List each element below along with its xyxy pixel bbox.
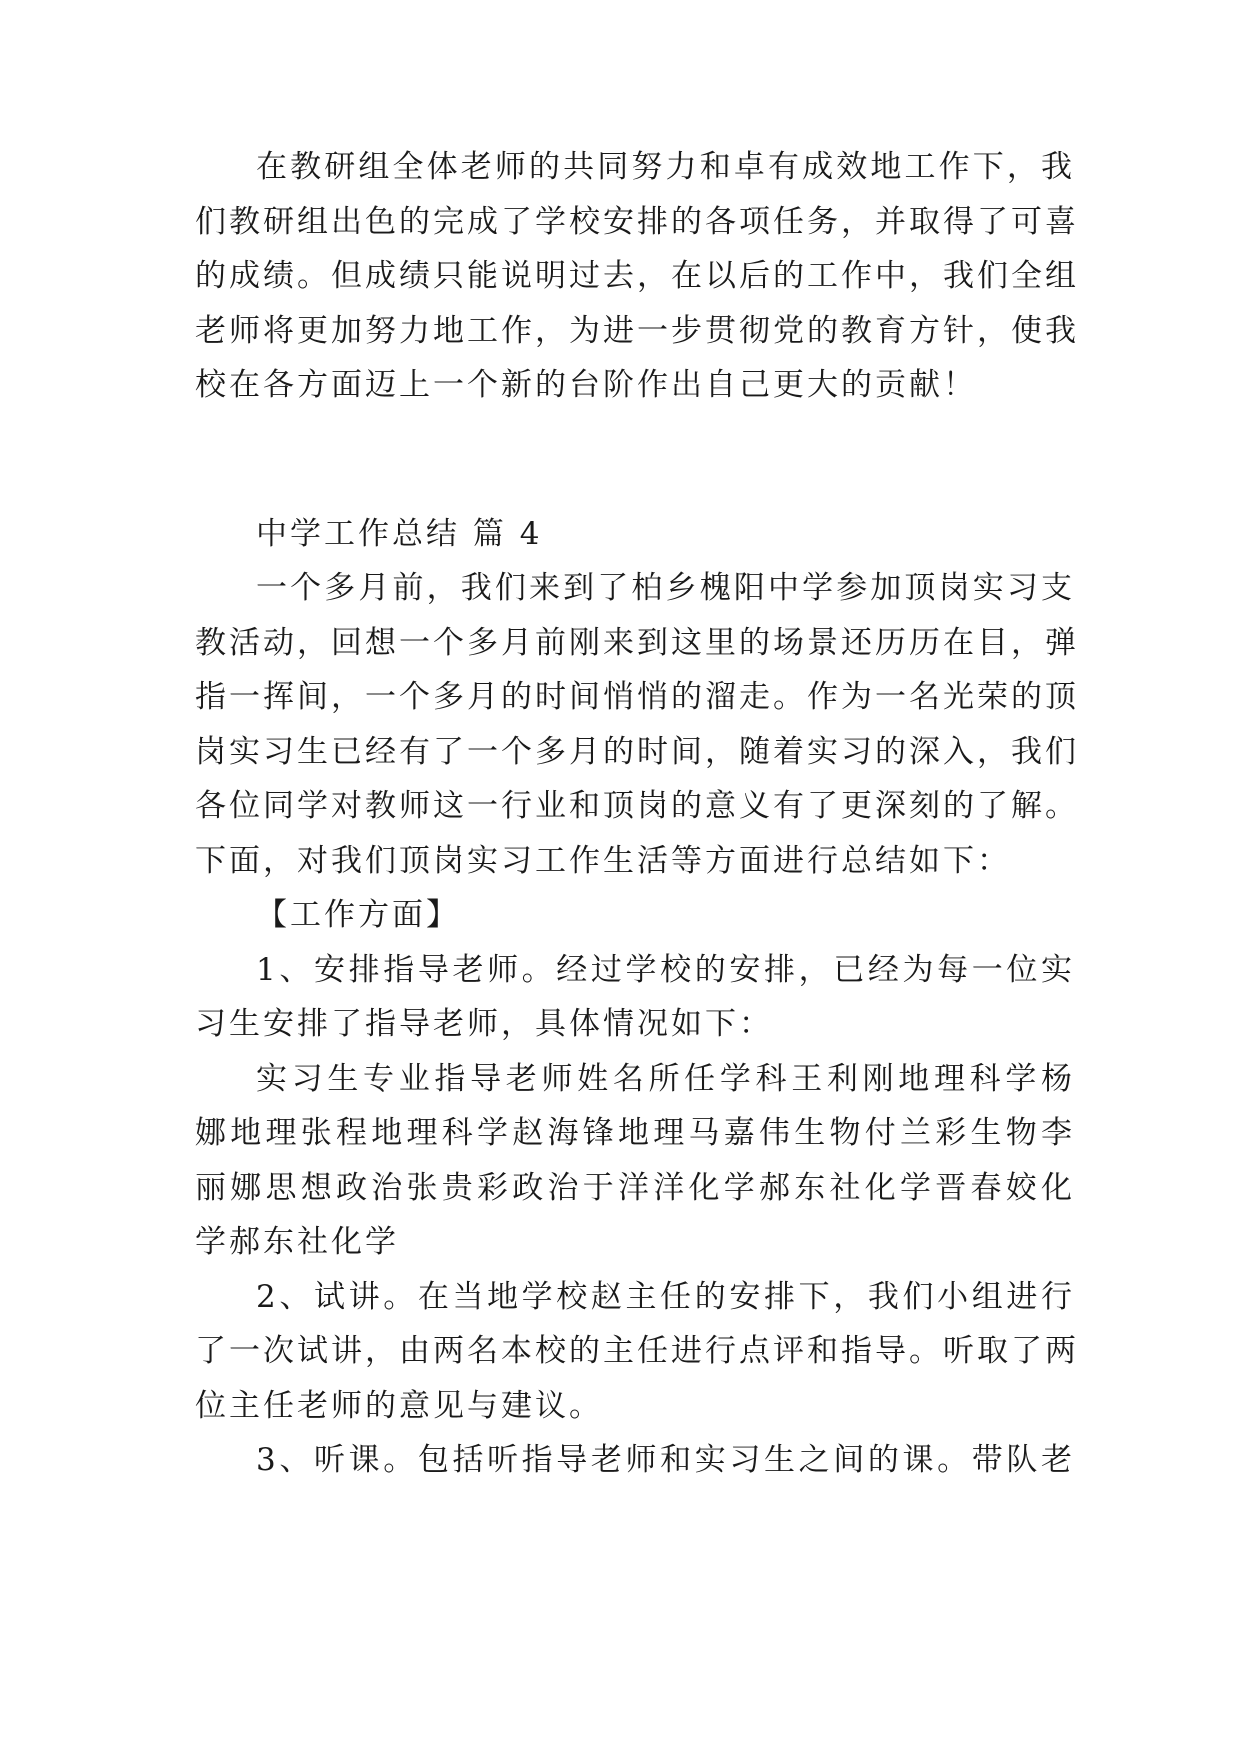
paragraph-line: 校在各方面迈上一个新的台阶作出自己更大的贡献！ [195,367,977,403]
subheading: 【工作方面】 [256,897,460,933]
paragraph-line: 指一挥间，一个多月的时间悄悄的溜走。作为一名光荣的顶 [195,679,1079,715]
paragraph-line: 岗实习生已经有了一个多月的时间，随着实习的深入，我们 [195,734,1079,770]
assignment-line: 娜地理张程地理科学赵海锋地理马嘉伟生物付兰彩生物李 [195,1115,1075,1151]
paragraph-line: 老师将更加努力地工作，为进一步贯彻党的教育方针，使我 [195,313,1079,349]
list-item-line: 习生安排了指导老师，具体情况如下： [195,1006,773,1042]
list-item-line: 3、听课。包括听指导老师和实习生之间的课。带队老 [256,1442,1075,1478]
paragraph-line: 教活动，回想一个多月前刚来到这里的场景还历历在目，弹 [195,625,1079,661]
paragraph-line: 们教研组出色的完成了学校安排的各项任务，并取得了可喜 [195,204,1079,240]
paragraph-line: 下面，对我们顶岗实习工作生活等方面进行总结如下： [195,843,1011,879]
section-title: 中学工作总结 篇 4 [256,516,543,552]
paragraph-line: 一个多月前，我们来到了柏乡槐阳中学参加顶岗实习支 [256,570,1075,606]
paragraph-line: 的成绩。但成绩只能说明过去，在以后的工作中，我们全组 [195,258,1079,294]
list-item-line: 1、安排指导老师。经过学校的安排，已经为每一位实 [256,952,1075,988]
paragraph-line: 各位同学对教师这一行业和顶岗的意义有了更深刻的了解。 [195,788,1079,824]
assignment-line: 学郝东社化学 [195,1224,399,1260]
list-item-line: 位主任老师的意见与建议。 [195,1388,603,1424]
paragraph-line: 在教研组全体老师的共同努力和卓有成效地工作下，我 [256,149,1075,185]
list-item-line: 了一次试讲，由两名本校的主任进行点评和指导。听取了两 [195,1333,1079,1369]
list-item-line: 2、试讲。在当地学校赵主任的安排下，我们小组进行 [256,1279,1075,1315]
assignment-line: 实习生专业指导老师姓名所任学科王利刚地理科学杨 [256,1061,1075,1097]
assignment-line: 丽娜思想政治张贵彩政治于洋洋化学郝东社化学晋春姣化 [195,1170,1075,1206]
